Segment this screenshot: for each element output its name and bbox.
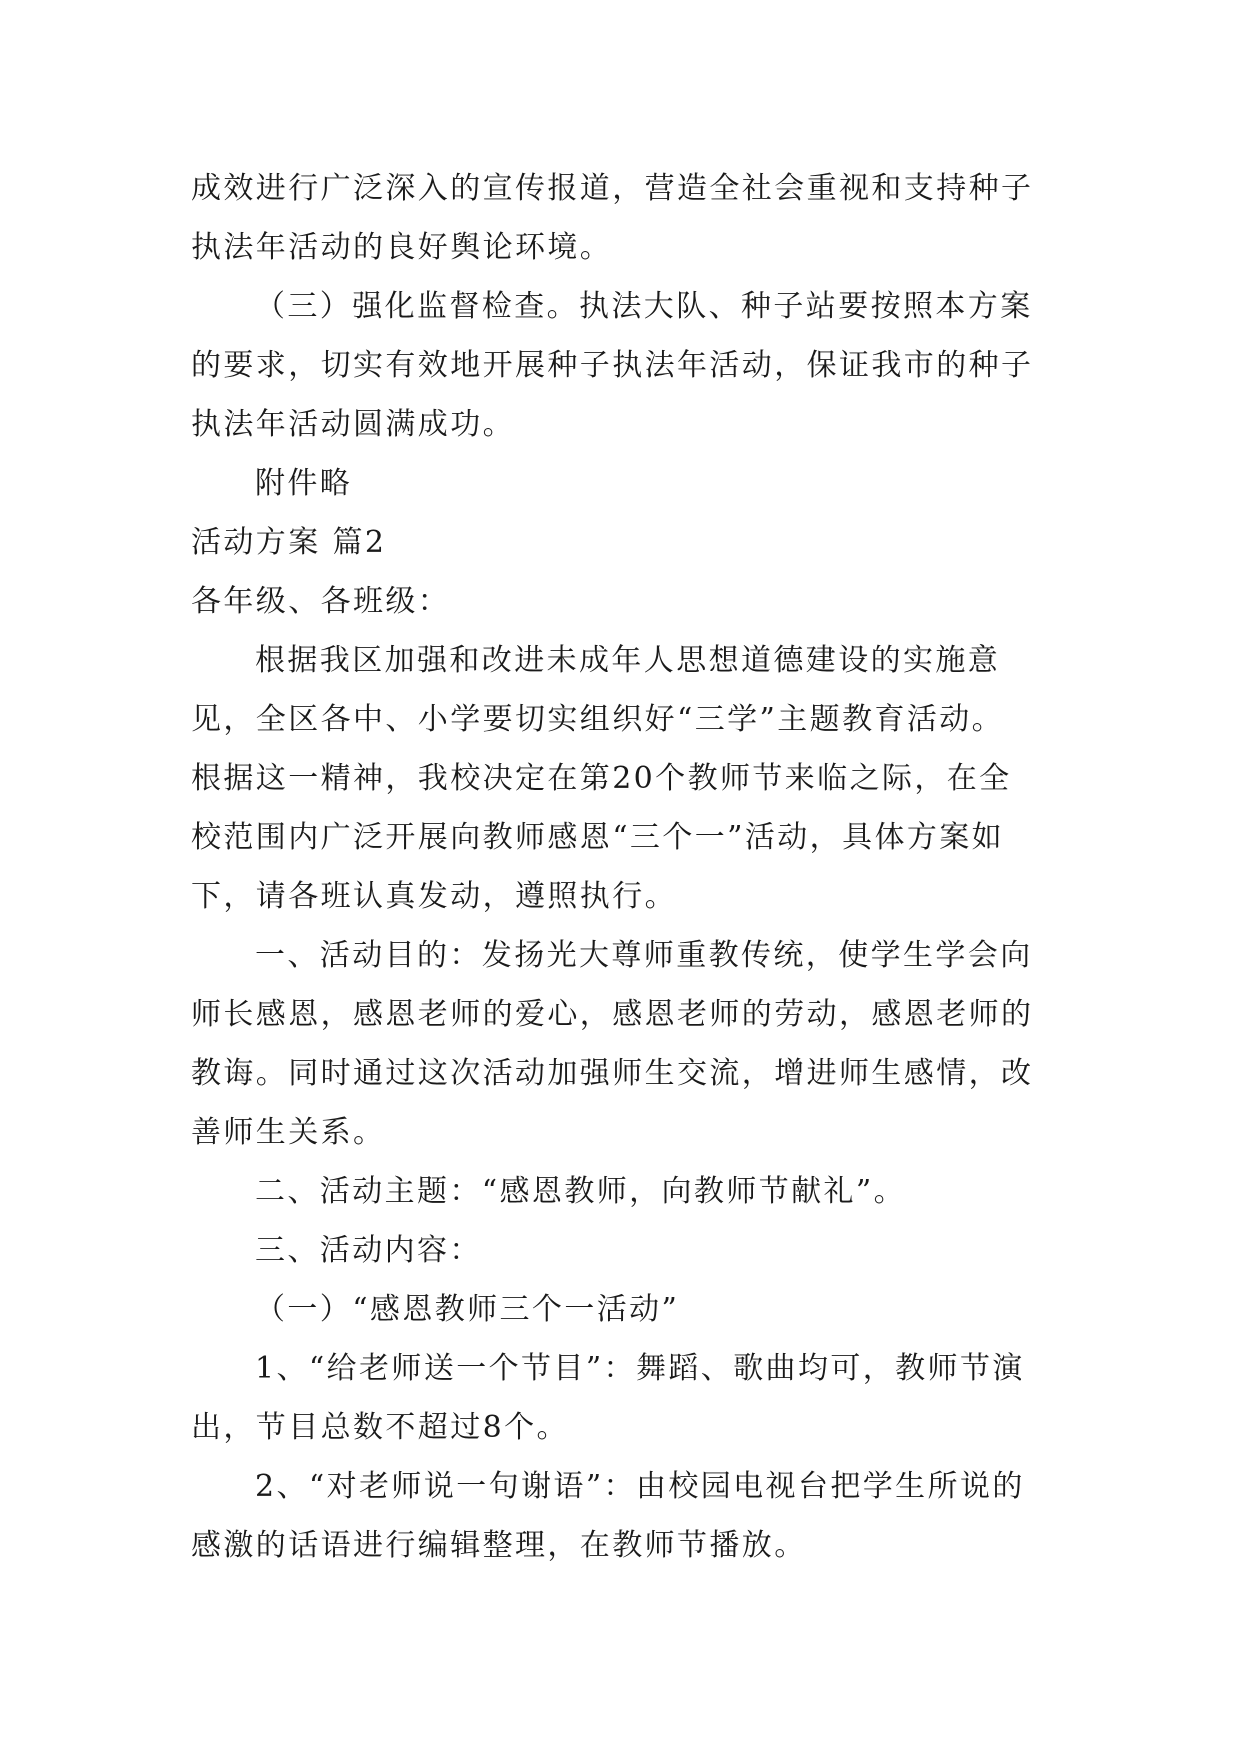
text-line: 感激的话语进行编辑整理，在教师节播放。 — [191, 1528, 807, 1563]
text-line: 教诲。同时通过这次活动加强师生交流，增进师生感情，改 — [191, 1056, 1034, 1091]
text-line: 的要求，切实有效地开展种子执法年活动，保证我市的种子 — [191, 348, 1034, 383]
text-line: （三）强化监督检查。执法大队、种子站要按照本方案 — [255, 289, 1033, 324]
text-line: 校范围内广泛开展向教师感恩“三个一”活动，具体方案如 — [191, 820, 1005, 855]
text-line: 执法年活动圆满成功。 — [191, 407, 515, 442]
text-line: 根据这一精神，我校决定在第20个教师节来临之际，在全 — [191, 761, 1012, 796]
text-line: 二、活动主题：“感恩教师，向教师节献礼”。 — [255, 1174, 907, 1209]
text-line: 执法年活动的良好舆论环境。 — [191, 230, 613, 265]
section-heading: 活动方案 篇2 — [191, 525, 387, 560]
text-line: 三、活动内容： — [255, 1233, 482, 1268]
text-line: 成效进行广泛深入的宣传报道，营造全社会重视和支持种子 — [191, 171, 1034, 206]
text-line: 善师生关系。 — [191, 1115, 386, 1150]
text-line: 见，全区各中、小学要切实组织好“三学”主题教育活动。 — [191, 702, 1005, 737]
text-line: 师长感恩，感恩老师的爱心，感恩老师的劳动，感恩老师的 — [191, 997, 1034, 1032]
document-body — [191, 159, 1061, 1575]
text-line: 2、“对老师说一句谢语”：由校园电视台把学生所说的 — [255, 1469, 1025, 1504]
text-line: （一）“感恩教师三个一活动” — [255, 1292, 680, 1327]
text-line: 出，节目总数不超过8个。 — [191, 1410, 569, 1445]
text-line: 附件略 — [255, 466, 353, 501]
text-line: 下，请各班认真发动，遵照执行。 — [191, 879, 677, 914]
text-line: 1、“给老师送一个节目”：舞蹈、歌曲均可，教师节演 — [255, 1351, 1025, 1386]
text-line: 根据我区加强和改进未成年人思想道德建设的实施意 — [255, 643, 1001, 678]
text-line: 一、活动目的：发扬光大尊师重教传统，使学生学会向 — [255, 938, 1033, 973]
salutation: 各年级、各班级： — [191, 584, 451, 619]
